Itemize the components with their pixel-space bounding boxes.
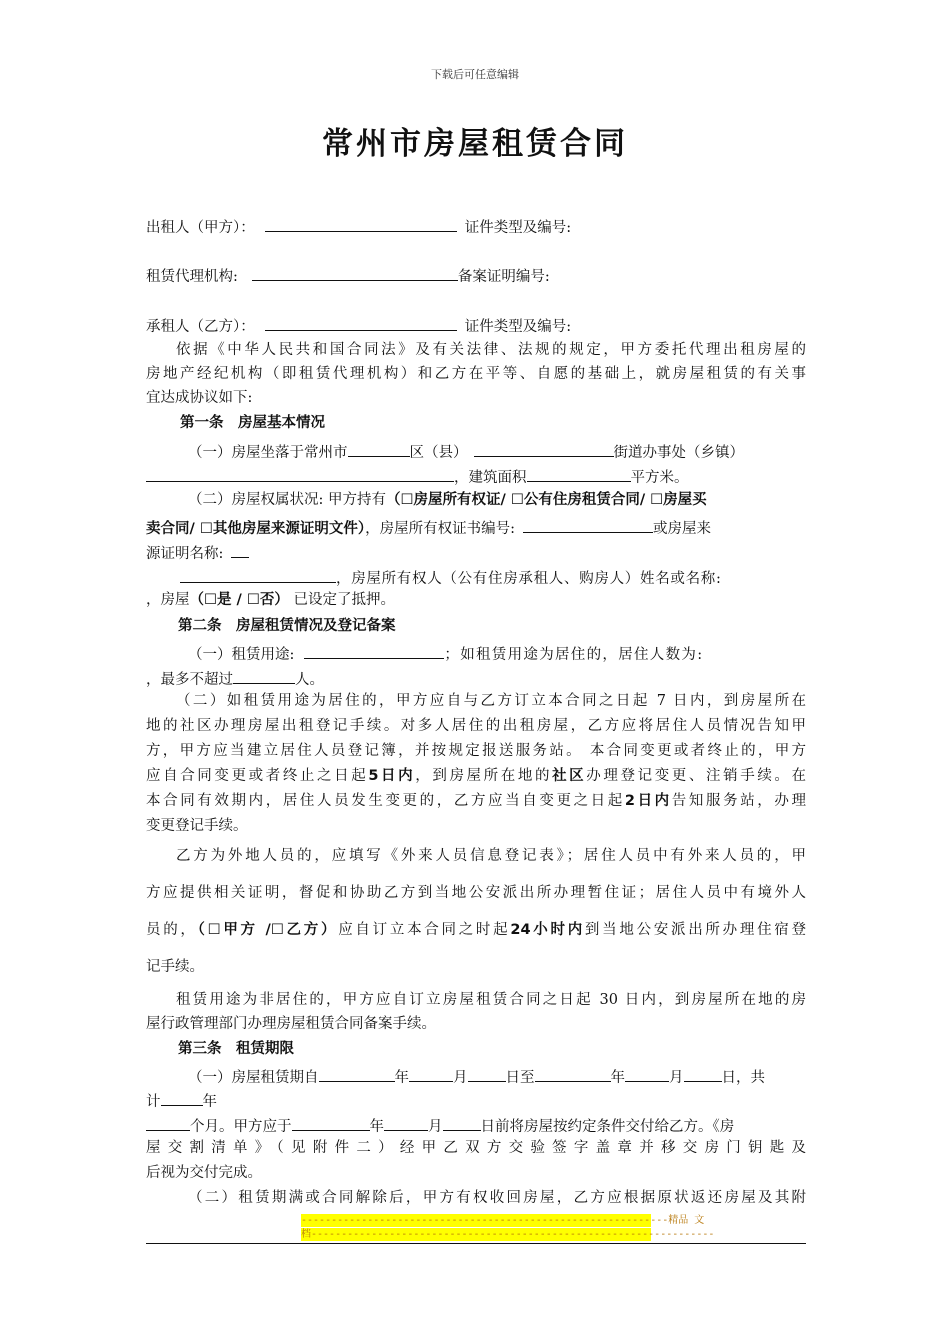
year-label-4: 年 — [369, 1119, 384, 1135]
a1-line-2 — [146, 467, 806, 486]
year-label-2: 年 — [610, 1070, 625, 1086]
a2-line-6 — [146, 769, 806, 784]
a2-line-14: 屋行政管理部门办理房屋租赁合同备案手续。 — [146, 1016, 436, 1032]
a2-text-6e: 办理登记变更、注销手续。在 — [586, 768, 807, 784]
a2-line-2 — [146, 669, 806, 688]
a2-text-11a: 员的， — [146, 922, 198, 938]
a2-line-8: 变更登记手续。 — [146, 818, 248, 834]
a2-text-7b: 2日内 — [624, 793, 672, 809]
usage-blank[interactable] — [304, 644, 444, 659]
start-month-blank[interactable] — [409, 1067, 453, 1082]
a3-text-2: 计 — [146, 1094, 161, 1110]
a2-line-4: 地的社区办理房屋出租登记手续。对多人居住的出租房屋，乙方应将居住人员情况告知甲 — [146, 718, 806, 734]
a1-text-6: ，房屋所有权人（公有住房承租人、购房人）姓名或名称: — [336, 571, 722, 587]
a2-line-1 — [188, 644, 848, 663]
footer-watermark-2: 档------------------------------------------------------------------- — [301, 1229, 715, 1240]
a2-text-7c: 告知服务站，办理 — [671, 793, 807, 809]
a1-text-7a: ，房屋 — [146, 592, 190, 608]
a2-text-11c: 应自订立本合同之时起 — [338, 922, 511, 938]
a2-line-5: 方，甲方应当建立居住人员登记簿，并按规定报送服务站。 本合同变更或者终止的，甲方 — [146, 743, 806, 759]
owner-blank[interactable] — [180, 568, 336, 583]
year-label-3: 年 — [202, 1094, 217, 1110]
a3-text-1c: 日，共 — [721, 1070, 765, 1086]
a2-line-9: 乙方为外地人员的，应填写《外来人员信息登记表》；居住人员中有外来人员的，甲 — [176, 848, 806, 864]
a2-line-13: 租赁用途为非居住的，甲方应自订立房屋租赁合同之日起 30 日内，到房屋所在地的房 — [176, 992, 806, 1008]
a1-text-1a: （一）房屋坐落于常州市 — [188, 445, 348, 461]
month-label: 月 — [453, 1070, 468, 1086]
a1-text-7c: 已设定了抵押。 — [293, 592, 395, 608]
a2-line-3: （二）如租赁用途为居住的，甲方应自与乙方订立本合同之日起 7 日内，到房屋所在 — [176, 693, 806, 709]
a2-text-1a: （一）租赁用途: — [188, 647, 295, 663]
lessor-line — [146, 217, 806, 236]
a2-text-6d: 社区 — [552, 768, 587, 784]
agent-line — [146, 266, 806, 285]
a2-text-1b: ；如租赁用途为居住的，居住人数为: — [444, 647, 704, 663]
a2-text-7a: 本合同有效期内，居住人员发生变更的，乙方应当自变更之日起 — [146, 793, 625, 809]
agent-label: 租赁代理机构: — [146, 269, 238, 285]
lessee-line — [146, 316, 806, 335]
area-blank[interactable] — [527, 467, 631, 482]
start-year-blank[interactable] — [319, 1067, 395, 1082]
delivery-day-blank[interactable] — [443, 1116, 481, 1131]
lessor-blank[interactable] — [265, 217, 457, 232]
a3-line-5: 后视为交付完成。 — [146, 1165, 262, 1181]
cert-number-blank[interactable] — [523, 518, 653, 533]
footer-rule — [146, 1243, 806, 1244]
lessee-blank[interactable] — [265, 316, 457, 331]
a2-text-6b: 5日内 — [368, 768, 416, 784]
article-3-title: 第三条 租赁期限 — [178, 1041, 294, 1057]
a2-line-12: 记手续。 — [146, 959, 204, 975]
a2-text-2b: 人。 — [295, 672, 324, 688]
a2-line-10: 方应提供相关证明，督促和协助乙方到当地公安派出所办理暂住证；居住人员中有境外人 — [146, 885, 806, 901]
a1-title-options-2[interactable]: 卖合同/ ☐其他房屋来源证明文件） — [146, 521, 366, 537]
total-month-blank[interactable] — [146, 1116, 190, 1131]
a1-line-6 — [180, 568, 806, 587]
a1-text-3a: （二）房屋权属状况: — [188, 492, 324, 508]
mortgage-options[interactable]: （☐是 / ☐否） — [189, 592, 289, 608]
lessor-label: 出租人（甲方）： — [146, 220, 255, 236]
a1-text-1c: 街道办事处（乡镇） — [613, 445, 744, 461]
a3-line-6: （二）租赁期满或合同解除后，甲方有权收回房屋，乙方应根据原状返还房屋及其附 — [188, 1190, 806, 1206]
a1-text-1b: 区（县） — [409, 445, 468, 461]
page-header: 下载后可任意编辑 — [431, 68, 519, 81]
a1-line-1 — [188, 442, 848, 461]
a1-line-4 — [146, 518, 806, 537]
a3-line-4: 屋交割清单》（见附件二）经甲乙双方交验签字盖章并移交房门钥匙及 — [146, 1140, 806, 1156]
delivery-month-blank[interactable] — [384, 1116, 428, 1131]
filing-label: 备案证明编号: — [457, 269, 550, 285]
footer-watermark-1: -------------------------------------------------------------精品 文 — [301, 1215, 705, 1226]
end-day-blank[interactable] — [684, 1067, 722, 1082]
intro-line-3: 宜达成协议如下: — [146, 390, 253, 406]
a1-line-3 — [188, 493, 848, 508]
agent-blank[interactable] — [252, 266, 458, 281]
a2-text-6c: ，到房屋所在地的 — [415, 768, 553, 784]
total-year-blank[interactable] — [161, 1091, 203, 1106]
a1-text-4b: ，房屋所有权证书编号: — [365, 521, 515, 537]
end-year-blank[interactable] — [535, 1067, 611, 1082]
street-blank[interactable] — [474, 442, 614, 457]
a1-text-5: 源证明名称: — [146, 546, 224, 562]
lessee-id-label: 证件类型及编号: — [464, 319, 572, 335]
lessor-id-label: 证件类型及编号: — [464, 220, 572, 236]
a1-line-5 — [146, 543, 806, 562]
a2-text-11d: 24小时内 — [510, 922, 585, 938]
a2-line-7 — [146, 794, 806, 809]
district-blank[interactable] — [348, 442, 410, 457]
article-1-title: 第一条 房屋基本情况 — [180, 415, 325, 431]
a3-text-3b: 日前将房屋按约定条件交付给乙方。《房 — [480, 1119, 735, 1135]
lessee-label: 承租人（乙方）： — [146, 319, 255, 335]
a2-line-11 — [146, 923, 806, 938]
intro-line-2: 房地产经纪机构（即租赁代理机构）和乙方在平等、自愿的基础上，就房屋租赁的有关事 — [146, 366, 806, 382]
a1-text-2a: ，建筑面积 — [454, 470, 527, 486]
a2-text-6a: 应自合同变更或者终止之日起 — [146, 768, 369, 784]
a3-line-1 — [188, 1067, 806, 1086]
a1-text-2b: 平方米。 — [630, 470, 689, 486]
intro-line-1: 依据《中华人民共和国合同法》及有关法律、法规的规定，甲方委托代理出租房屋的 — [176, 342, 806, 358]
a1-text-4c: 或房屋来 — [652, 521, 711, 537]
month-label-3: 月 — [428, 1119, 443, 1135]
article-2-title: 第二条 房屋租赁情况及登记备案 — [178, 618, 396, 634]
a1-title-options[interactable]: （☐房屋所有权证/ ☐公有住房租赁合同/ ☐房屋买 — [386, 492, 707, 508]
a3-text-3a: 个月。甲方应于 — [190, 1119, 292, 1135]
a2-text-11e: 到当地公安派出所办理住宿登 — [584, 922, 807, 938]
max-people-blank[interactable] — [233, 669, 295, 684]
a2-text-2a: ，最多不超过 — [146, 672, 233, 688]
a3-text-1a: （一）房屋租赁期自 — [188, 1070, 319, 1086]
delivery-year-blank[interactable] — [292, 1116, 370, 1131]
start-day-blank[interactable] — [468, 1067, 506, 1082]
a3-text-1b: 日至 — [505, 1070, 535, 1086]
source-name-blank[interactable] — [231, 543, 249, 558]
month-label-2: 月 — [669, 1070, 684, 1086]
end-month-blank[interactable] — [625, 1067, 669, 1082]
a3-line-2 — [146, 1091, 806, 1110]
a3-line-3 — [146, 1116, 806, 1135]
contract-title: 常州市房屋租赁合同 — [322, 126, 628, 162]
foreigner-options[interactable]: （☐甲方 /☐乙方） — [197, 922, 339, 938]
a1-line-7 — [146, 593, 806, 608]
a1-text-3b: 甲方持有 — [328, 492, 386, 508]
address-blank[interactable] — [146, 467, 454, 482]
year-label: 年 — [394, 1070, 409, 1086]
